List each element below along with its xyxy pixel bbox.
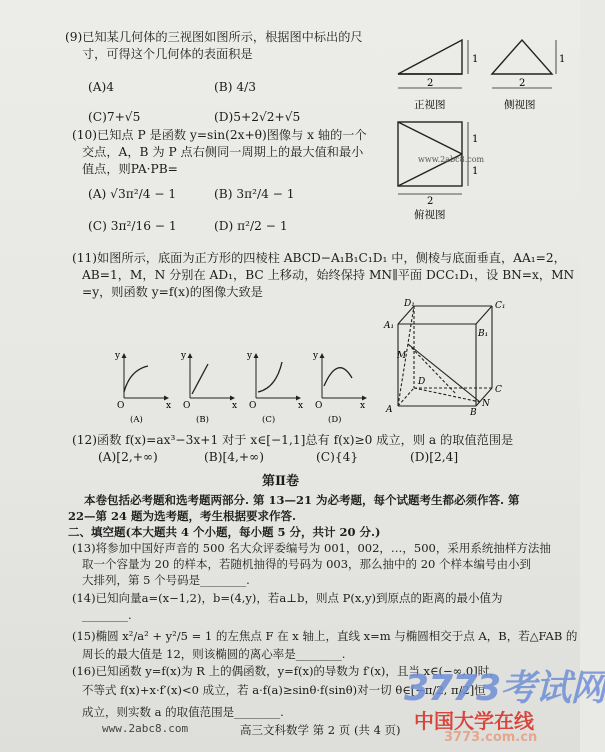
q11-line1: (11)如图所示，底面为正方形的四棱柱 ABCD−A₁B₁C₁D₁ 中，侧棱与底面垂直，AA₁=2， — [72, 251, 566, 265]
graph-d-y: y — [313, 351, 319, 361]
front-dim-width: 2 — [427, 78, 434, 89]
graph-c-y: y — [247, 351, 253, 361]
graph-a-x: x — [166, 401, 172, 411]
footer-site: www.2abc8.com — [102, 722, 189, 735]
q10-line3: 值点，则PA·PB= — [82, 162, 178, 176]
vertex-m: M — [397, 351, 407, 361]
q12-option-b: (B)[4,+∞) — [204, 450, 264, 464]
q13-line3: 大排列，第 5 个号码是________. — [82, 573, 250, 587]
part2-intro1: 本卷包括必考题和选考题两部分. 第 13—21 为必考题，每个试题考生都必须作答. 第 — [84, 493, 520, 507]
watermark-en: 3773.com.cn — [444, 730, 538, 745]
side-dim-height: 1 — [559, 54, 566, 65]
graph-b-origin: O — [183, 401, 191, 411]
q9-option-b: (B) 4/3 — [214, 80, 256, 94]
q14-line1: (14)已知向量a=(x−1,2)，b=(4,y)，若a⊥b，则点 P(x,y)到原点的距离的最小值为 — [72, 591, 503, 605]
q11-line3: =y，则函数 y=f(x)的图像大致是 — [82, 285, 263, 299]
graph-d-x: x — [360, 401, 366, 411]
footer-page-info: 高三文科数学 第 2 页 (共 4 页) — [240, 723, 401, 737]
q11-graphs — [110, 348, 370, 428]
prism-figure — [380, 298, 530, 416]
vertex-c1: C₁ — [495, 301, 506, 311]
graph-d — [322, 354, 366, 398]
part2-title: 第Ⅱ卷 — [262, 474, 299, 489]
vertex-c: C — [495, 385, 502, 395]
vertex-b1: B₁ — [478, 329, 489, 339]
q12-option-d: (D)[2,4] — [410, 450, 459, 464]
front-dim-height: 1 — [472, 54, 479, 65]
vertex-a1: A₁ — [384, 321, 395, 331]
q12-line1: (12)函数 f(x)=ax³−3x+1 对于 x∈[−1,1]总有 f(x)≥0 成立，则 a 的取值范围是 — [72, 433, 514, 447]
graph-a-label: (A) — [130, 415, 143, 425]
q9-option-d: (D)5+2√2+√5 — [214, 110, 301, 124]
q16-line2: 不等式 f(x)+x·f′(x)<0 成立，若 a·f(a)≥sinθ·f(sinθ)对一切 θ∈[−π/2, π/2]恒 — [82, 683, 486, 697]
graph-c — [256, 354, 300, 398]
graph-d-origin: O — [315, 401, 323, 411]
q9-line1: (9)已知某几何体的三视图如图所示，根据图中标出的尺 — [65, 30, 363, 44]
side-view — [492, 40, 552, 74]
q11-line2: AB=1，M，N 分别在 AD₁，BC 上移动，始终保持 MN∥平面 DCC₁D₁，设 BN=x，MN — [82, 268, 575, 282]
graph-c-label: (C) — [262, 415, 276, 425]
top-dim-width: 2 — [427, 196, 434, 207]
q15-line2: 周长的最大值是 12，则该椭圆的离心率是________. — [82, 647, 346, 661]
site-mark: www.2abc8.com — [418, 155, 485, 164]
graph-d-label: (D) — [328, 415, 342, 425]
q12-option-c: (C){4} — [316, 450, 359, 464]
three-view-figure — [392, 28, 570, 220]
q10-option-a: (A) √3π²/4 − 1 — [88, 187, 177, 201]
q10-option-c: (C) 3π²/16 − 1 — [88, 219, 177, 233]
part2-intro2: 22—第 24 题为选考题，考生根据要求作答. — [68, 509, 297, 523]
q16-line1: (16)已知函数 y=f(x)为 R 上的偶函数，y=f(x)的导数为 f′(x)，且当 x∈(−∞,0]时， — [72, 664, 501, 678]
vertex-b: B — [470, 408, 477, 418]
front-view-label: 正视图 — [414, 99, 446, 111]
q10-line2: 交点，A，B 为 P 点右侧同一周期上的最大值和最小 — [82, 145, 364, 159]
graph-b — [190, 354, 234, 398]
vertex-d1: D₁ — [404, 299, 415, 309]
q9-line2: 寸，可得这个几何体的表面积是 — [82, 47, 253, 61]
vertex-d: D — [418, 377, 426, 387]
graph-a — [124, 354, 168, 398]
vertex-n: N — [482, 399, 490, 409]
q10-option-b: (B) 3π²/4 − 1 — [214, 187, 295, 201]
q9-option-c: (C)7+√5 — [88, 110, 141, 124]
q16-line3: 成立，则实数 a 的取值范围是________. — [82, 705, 284, 719]
graph-c-origin: O — [249, 401, 257, 411]
watermark-cn: 中国大学在线 — [414, 709, 534, 733]
q15-line1: (15)椭圆 x²/a² + y²/5 = 1 的左焦点 F 在 x 轴上，直线 x=m 与椭圆相交于点 A，B，若△FAB 的 — [72, 629, 578, 643]
front-view — [398, 40, 462, 74]
side-dim-width: 2 — [519, 78, 526, 89]
q10-line1: (10)已知点 P 是函数 y=sin(2x+θ)图像与 x 轴的一个 — [72, 128, 367, 142]
q12-option-a: (A)[2,+∞) — [98, 450, 158, 464]
side-view-label: 侧视图 — [504, 99, 536, 111]
graph-a-y: y — [115, 351, 121, 361]
q13-line1: (13)将参加中国好声音的 500 名大众评委编号为 001，002，…，500，采用系统抽样方法抽 — [72, 541, 551, 555]
watermark-logo: 3773考试网 — [404, 668, 605, 709]
graph-b-label: (B) — [196, 415, 209, 425]
q10-option-d: (D) π²/2 − 1 — [214, 219, 288, 233]
top-dim-1a: 1 — [472, 134, 479, 145]
section-heading: 二、填空题(本大题共 4 个小题，每小题 5 分，共计 20 分.) — [68, 525, 381, 539]
graph-a-origin: O — [117, 401, 125, 411]
top-view-label: 俯视图 — [414, 209, 446, 221]
top-view — [398, 122, 462, 186]
graph-b-x: x — [232, 401, 238, 411]
q9-option-a: (A)4 — [88, 80, 115, 94]
top-dim-1b: 1 — [472, 166, 479, 177]
graph-b-y: y — [181, 351, 187, 361]
graph-c-x: x — [298, 401, 304, 411]
q13-line2: 取一个容量为 20 的样本，若随机抽得的号码为 003，那么抽中的 20 个样本编号由小到 — [82, 557, 531, 571]
q14-line2: ________. — [82, 608, 132, 622]
vertex-a: A — [386, 405, 393, 415]
